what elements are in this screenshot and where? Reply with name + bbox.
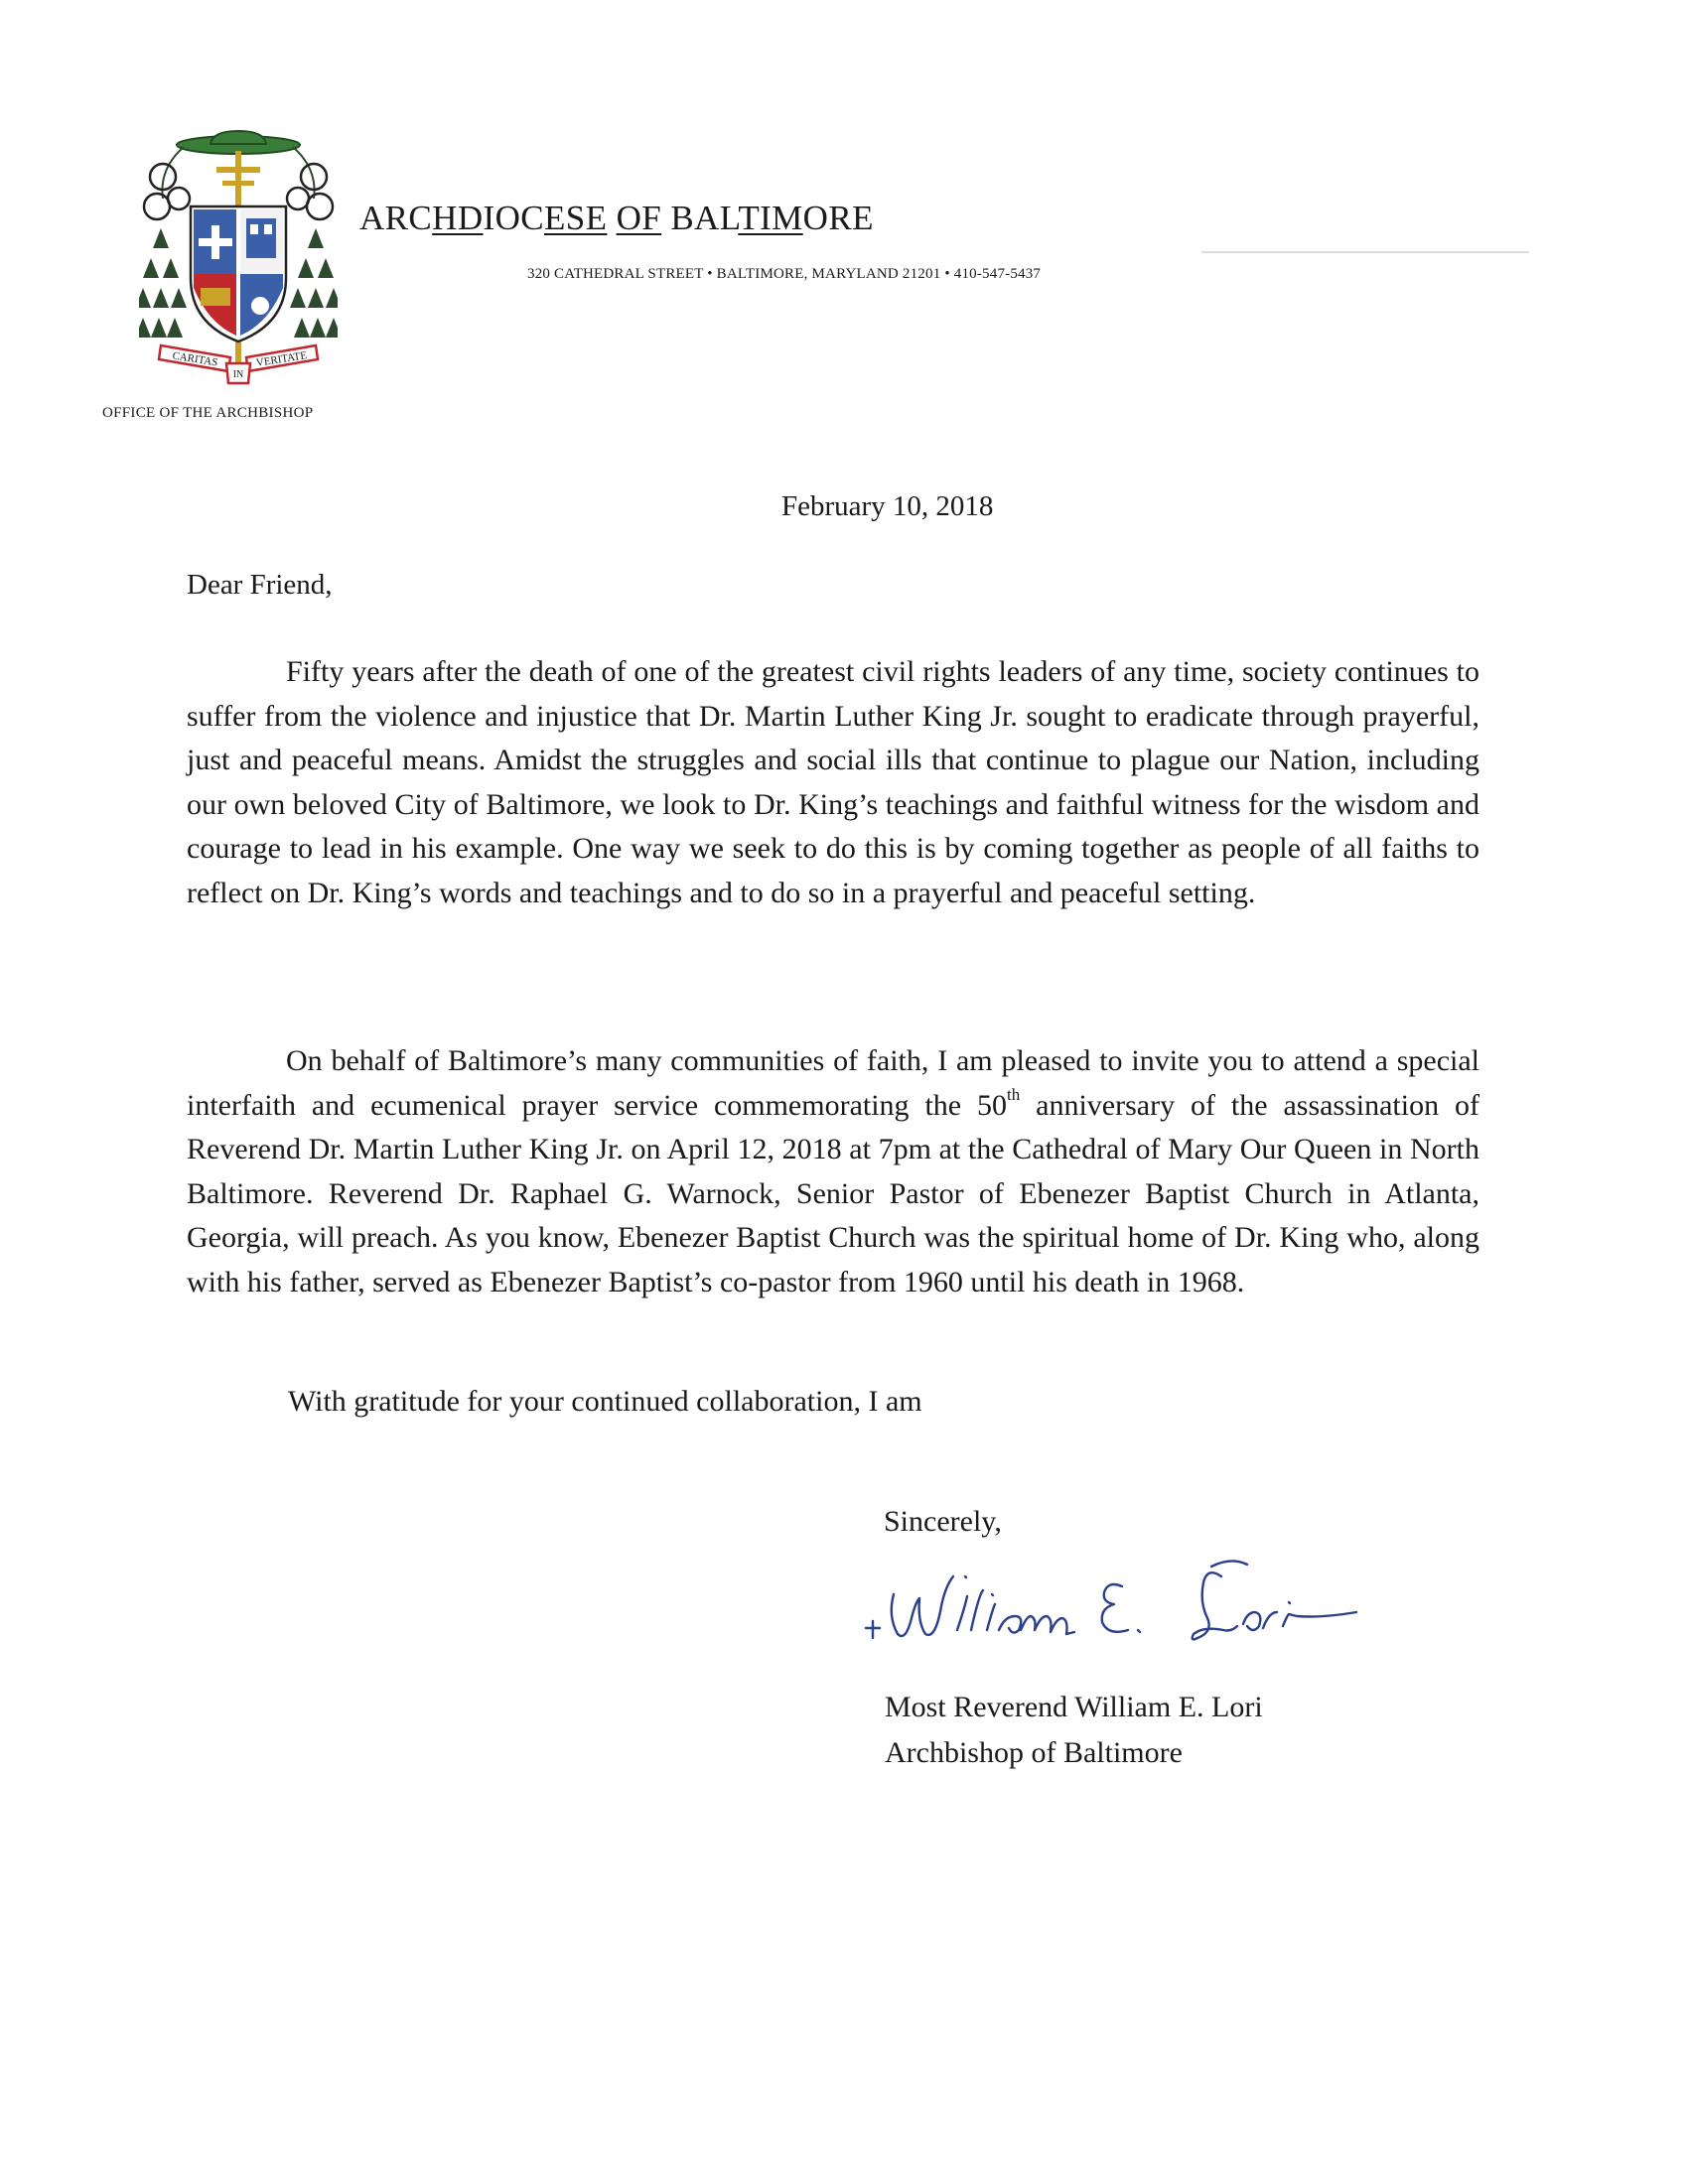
- body-paragraph-1: Fifty years after the death of one of the greatest civil rights leaders of any time, society continues to suffer from the violence and injustice that Dr. Martin Luther King Jr. sought to eradicate through prayerful, just and peaceful means. Amidst the struggles and social ills that continue to plague our Nation, including our own beloved City of Baltimore, we look to Dr. King’s teachings and faithful witness for the wisdom and courage to lead in his example. One way we seek to do this is by coming together as people of all faiths to reflect on Dr. King’s words and teachings and to do so in a prayerful and peaceful setting.: [187, 655, 1479, 909]
- title-part: ORE: [802, 199, 874, 237]
- body-paragraph-2: [187, 1039, 1479, 1304]
- title-part: BAL: [670, 199, 739, 237]
- title-part: TIM: [738, 199, 803, 237]
- letterhead-title: [359, 199, 874, 238]
- title-part: [661, 199, 670, 237]
- ordinal-suffix: th: [1007, 1084, 1021, 1104]
- motto-center: IN: [232, 369, 244, 380]
- salutation: Dear Friend,: [187, 569, 333, 601]
- signer-name: Most Reverend William E. Lori: [885, 1691, 1263, 1723]
- paragraph-2-text-a: On behalf of Baltimore’s many communities of faith, I am pleased to invite you to attend a special interfaith and ecumenical prayer service commemorating the 50: [187, 1044, 1479, 1122]
- title-part: OF: [616, 199, 662, 237]
- sign-off: Sincerely,: [884, 1505, 1002, 1538]
- signer-block: [885, 1685, 1263, 1776]
- motto-right: VERITATE: [255, 349, 308, 370]
- title-part: ESE: [544, 199, 608, 237]
- letter-date: February 10, 2018: [781, 490, 994, 522]
- paragraph-2-text-b: anniversary of the assassination of Reverend Dr. Martin Luther King Jr. on April 12, 2018 at 7pm at the Cathedral of Mary Our Queen in North Baltimore. Reverend Dr. Raphael G. Warnock, Senior Pastor of Ebenezer Baptist Church in Atlanta, Georgia, will preach. As you know, Ebenezer Baptist Church was the spiritual home of Dr. King who, along with his father, served as Ebenezer Baptist’s co-pastor from 1960 until his death in 1968.: [187, 1088, 1479, 1298]
- letterhead-address: 320 CATHEDRAL STREET • BALTIMORE, MARYLAND 21201 • 410-547-5437: [527, 266, 1042, 282]
- closing-line: With gratitude for your continued collaboration, I am: [288, 1385, 922, 1418]
- header-divider: [1201, 251, 1529, 253]
- motto-left: CARITAS: [171, 349, 219, 369]
- coat-of-arms-icon: [139, 129, 338, 402]
- signer-title: Archbishop of Baltimore: [885, 1736, 1183, 1769]
- office-label: OFFICE OF THE ARCHBISHOP: [102, 405, 314, 421]
- title-part: IOC: [483, 199, 545, 237]
- title-part: HD: [432, 199, 484, 237]
- title-part: ARC: [359, 199, 433, 237]
- handwritten-signature: [854, 1547, 1390, 1661]
- title-part: [607, 199, 616, 237]
